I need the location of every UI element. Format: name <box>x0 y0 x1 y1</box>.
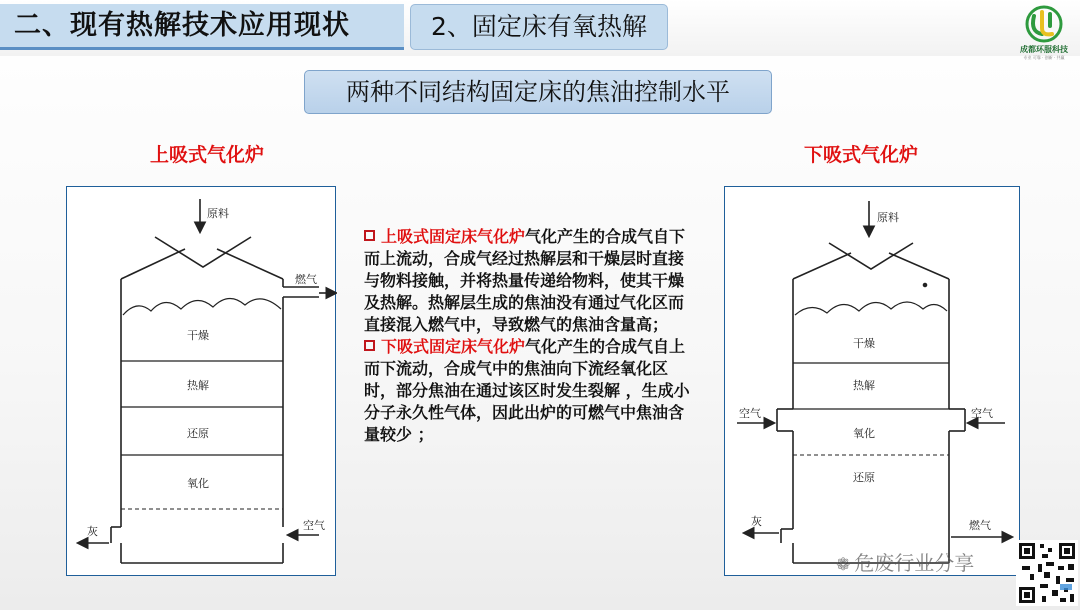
logo-slogan: 专业 可靠 · 创新 · 共赢 <box>1023 55 1065 60</box>
downdraft-title: 下吸式气化炉 <box>804 144 919 166</box>
company-logo <box>1012 4 1076 64</box>
watermark-text: 危废行业分享 <box>854 551 975 575</box>
downdraft-oxidation-label: 氧化 <box>853 427 875 440</box>
downdraft-reduction-label: 还原 <box>853 471 875 484</box>
downdraft-heading: 下吸式固定床气化炉 <box>381 337 526 356</box>
downdraft-air-left-label: 空气 <box>739 407 761 420</box>
updraft-diagram <box>66 186 336 576</box>
updraft-text: 气化产生的合成气自下而上流动，合成气经过热解层和干燥层时直接与物料接触，并将热量传递给物料，使其干燥及热解。热解层生成的焦油没有通过气化区而直接混入燃气中，导致燃气的焦油含量高； <box>364 227 686 334</box>
updraft-air-label: 空气 <box>303 519 325 532</box>
downdraft-diagram <box>724 186 1020 576</box>
watermark <box>836 548 1014 578</box>
updraft-feed-label: 原料 <box>207 207 229 220</box>
updraft-heading: 上吸式固定床气化炉 <box>381 227 526 246</box>
updraft-gas-label: 燃气 <box>295 273 317 286</box>
updraft-pyrolysis-label: 热解 <box>187 379 209 392</box>
updraft-ash-label: 灰 <box>87 525 98 538</box>
section-title: 两种不同结构固定床的焦油控制水平 <box>304 70 772 114</box>
bullet-square-icon <box>364 230 375 241</box>
page-title: 二、现有热解技术应用现状 <box>0 4 404 50</box>
bullet-square-icon <box>364 340 375 351</box>
logo-brand: 成都环服科技 <box>1020 45 1068 54</box>
updraft-paragraph <box>364 226 694 336</box>
sub-title: 2、固定床有氧热解 <box>410 4 668 50</box>
updraft-drying-label: 干燥 <box>187 329 209 342</box>
downdraft-drying-label: 干燥 <box>853 337 875 350</box>
downdraft-air-right-label: 空气 <box>971 407 993 420</box>
downdraft-text: 气化产生的合成气自上而下流动，合成气中的焦油向下流经氧化区时，部分焦油在通过该区时发生裂解 ，生成小分子永久性气体，因此出炉的可燃气中焦油含量较少 ； <box>364 337 690 444</box>
logo-icon <box>1012 4 1076 44</box>
qr-code-icon <box>1016 540 1078 606</box>
downdraft-pyrolysis-label: 热解 <box>853 379 875 392</box>
updraft-oxidation-label: 氧化 <box>187 477 209 490</box>
downdraft-paragraph <box>364 336 694 446</box>
downdraft-feed-label: 原料 <box>877 211 899 224</box>
wechat-icon: ❁ <box>836 555 851 575</box>
description-text <box>364 226 694 446</box>
downdraft-ash-label: 灰 <box>751 515 762 528</box>
updraft-reduction-label: 还原 <box>187 427 209 440</box>
downdraft-gas-label: 燃气 <box>969 519 991 532</box>
updraft-title: 上吸式气化炉 <box>150 144 265 166</box>
